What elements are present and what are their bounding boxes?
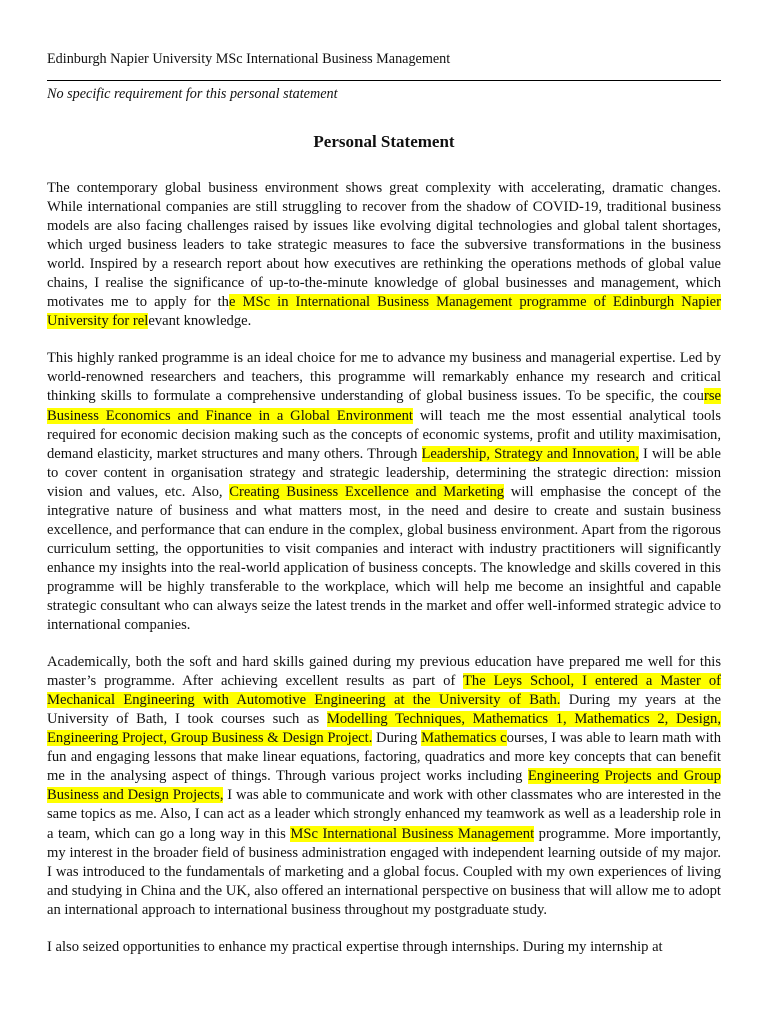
highlighted-text: Mathematics c [421,730,507,747]
text-segment: evant knowledge. [148,313,252,330]
text-segment: I will be able to cover content in organisation strategy and strategic leadership, determining the strategic direction: mission vision and values, etc. Also, [47,445,721,500]
text-segment: will emphasise the concept of the integrative nature of business and what matters most, in the need and desire to create and sustain business excellence, and performance that can endure in the complex, global business environment. Apart from the rigorous curriculum setting, the opportunities to visit companies and interact with industry practitioners will significantly enhance my insights into the real-world application of business concepts. The knowledge and skills covered in this programme will be highly transferable to the workplace, which will help me become an insightful and capable strategic consultant who can always seize the latest trends in the market and offer well-informed strategic advice to international companies. [47,483,721,634]
document-header: Edinburgh Napier University MSc International Business Management [47,51,451,67]
text-segment: During my years at the University of Bath, I took courses such as [47,692,721,728]
text-segment: The contemporary global business environment shows great complexity with accelerating, dramatic changes. While international companies are still struggling to recover from the shadow of COVID-19, traditional business models are also facing challenges raised by issues like evolving digital technologies and global talent shortages, which urged business leaders to take strategic measures to face the subversive transformations in the business world. Inspired by a research report about how executives are rethinking the operations methods of global value chains, I realise the significance of up-to-the-minute knowledge of global businesses and management, which motivates me to apply for th [47,180,721,311]
text-segment: I was able to communicate and work with other classmates who are interested in the same topics as me. Also, I can act as a leader which strongly enhanced my teamwork as well as a leadership role in a team, which can go a long way in this [47,787,721,842]
text-segment: programme. More importantly, my interest in the broader field of business administration engaged with independent learning outside of my major. I was introduced to the fundamentals of marketing and a global focus. Coupled with my own experiences of living and studying in China and the UK, also offered an international perspective on business that will allow me to adopt an international approach to international business throughout my postgraduate study. [47,825,721,918]
highlighted-text: Modelling Techniques, Mathematics 1, Mathematics 2, Design, Engineering Project, Group Business & Design Project. [47,711,721,747]
document-page [47,0,721,1024]
page-title: Personal Statement [313,132,455,151]
paragraph [47,938,721,957]
highlighted-text: Creating Business Excellence and Marketing [229,483,505,500]
text-segment: ourses, I was able to learn math with fun and engaging lessons that make linear equations, factoring, quadratics and more key concepts that can benefit me in the analysing aspect of things. Through various project works including [47,730,721,785]
text-segment: Academically, both the soft and hard skills gained during my previous education have prepared me well for this master’s programme. After achieving excellent results as part of [47,654,721,690]
highlighted-text: Engineering Projects and Group Business and Design Projects, [47,768,721,804]
highlighted-text: Leadership, Strategy and Innovation, [421,445,639,462]
paragraph [47,349,721,635]
text-segment: I also seized opportunities to enhance my practical expertise through internships. During my internship at [47,938,663,955]
highlighted-text: rse Business Economics and Finance in a Global Environment [47,388,721,424]
highlighted-text: The Leys School, I entered a Master of Mechanical Engineering with Automotive Engineering at the University of Bath. [47,673,721,709]
requirement-note: No specific requirement for this personal statement [47,86,338,102]
statement-body [47,179,721,975]
paragraph [47,653,721,920]
highlighted-text: e MSc in International Business Management programme of Edinburgh Napier University for rel [47,294,721,330]
header-divider [47,80,721,81]
text-segment: will teach me the most essential analytical tools required for economic decision making such as the concepts of economic systems, profit and utility maximisation, demand elasticity, market structures and many others. Through [47,407,721,462]
text-segment: This highly ranked programme is an ideal choice for me to advance my business and managerial expertise. Led by world-renowned researchers and teachers, this programme will remarkably enhance my research and critical thinking skills to formulate a comprehensive understanding of global business issues. To be specific, the cou [47,350,721,405]
highlighted-text: MSc International Business Management [290,825,535,842]
text-segment: During [372,730,422,747]
paragraph [47,179,721,331]
